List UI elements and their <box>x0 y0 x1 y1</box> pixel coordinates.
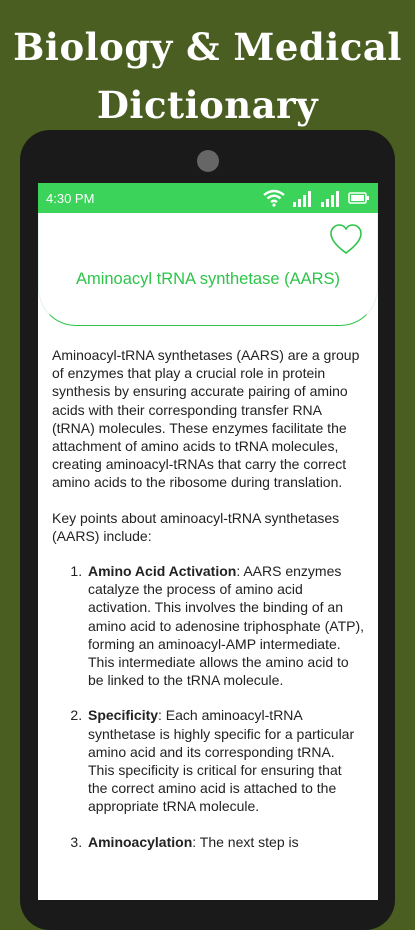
signal-icon <box>292 189 314 207</box>
point-title: Amino Acid Activation <box>88 563 237 580</box>
camera-icon <box>197 150 219 172</box>
status-bar <box>38 183 378 213</box>
list-item <box>86 562 364 689</box>
point-text: : Each aminoacyl-tRNA synthetase is highly specific for a particular amino acid and its corresponding tRNA. This specificity is critical for ensuring that the correct amino acid is attached to the appropriate tRNA molecule. <box>88 707 355 815</box>
heart-outline-icon[interactable] <box>329 223 363 257</box>
point-title: Aminoacylation <box>88 833 193 850</box>
list-item <box>86 833 364 851</box>
point-text: : AARS enzymes catalyze the process of amino acid activation. This involves the binding of an amino acid to adenosine triphosphate (ATP), forming an aminoacyl-AMP intermediate. This intermediate allows the amino acid to be linked to the tRNA molecule. <box>88 563 365 689</box>
point-text: : The next step is <box>192 833 299 850</box>
status-time: 4:30 PM <box>46 190 95 206</box>
battery-icon <box>348 191 370 205</box>
term-title: Aminoacyl tRNA synthetase (AARS) <box>75 270 341 288</box>
wifi-icon <box>262 189 286 207</box>
promo-title <box>0 18 415 134</box>
definition-intro: Aminoacyl-tRNA synthetases (AARS) are a group of enzymes that play a crucial role in protein synthesis by ensuring accurate pairing of amino acids with their corresponding transfer RNA (tRNA) molecules. These enzymes facilitate the attachment of amino acids to tRNA molecules, creating aminoacyl-tRNAs that carry the correct amino acids to the ribosome during translation. <box>52 347 360 491</box>
promo-title-line1: Biology & Medical <box>13 25 402 69</box>
signal-icon <box>320 189 342 207</box>
term-header <box>38 213 378 326</box>
key-points-list <box>52 562 364 851</box>
list-item <box>86 706 364 815</box>
promo-title-line2: Dictionary <box>96 83 319 127</box>
key-points-heading: Key points about aminoacyl-tRNA synthetases (AARS) include: <box>52 509 340 544</box>
definition-body <box>38 326 378 851</box>
point-title: Specificity <box>88 707 159 724</box>
app-screen <box>38 183 378 900</box>
status-icons <box>262 189 370 207</box>
